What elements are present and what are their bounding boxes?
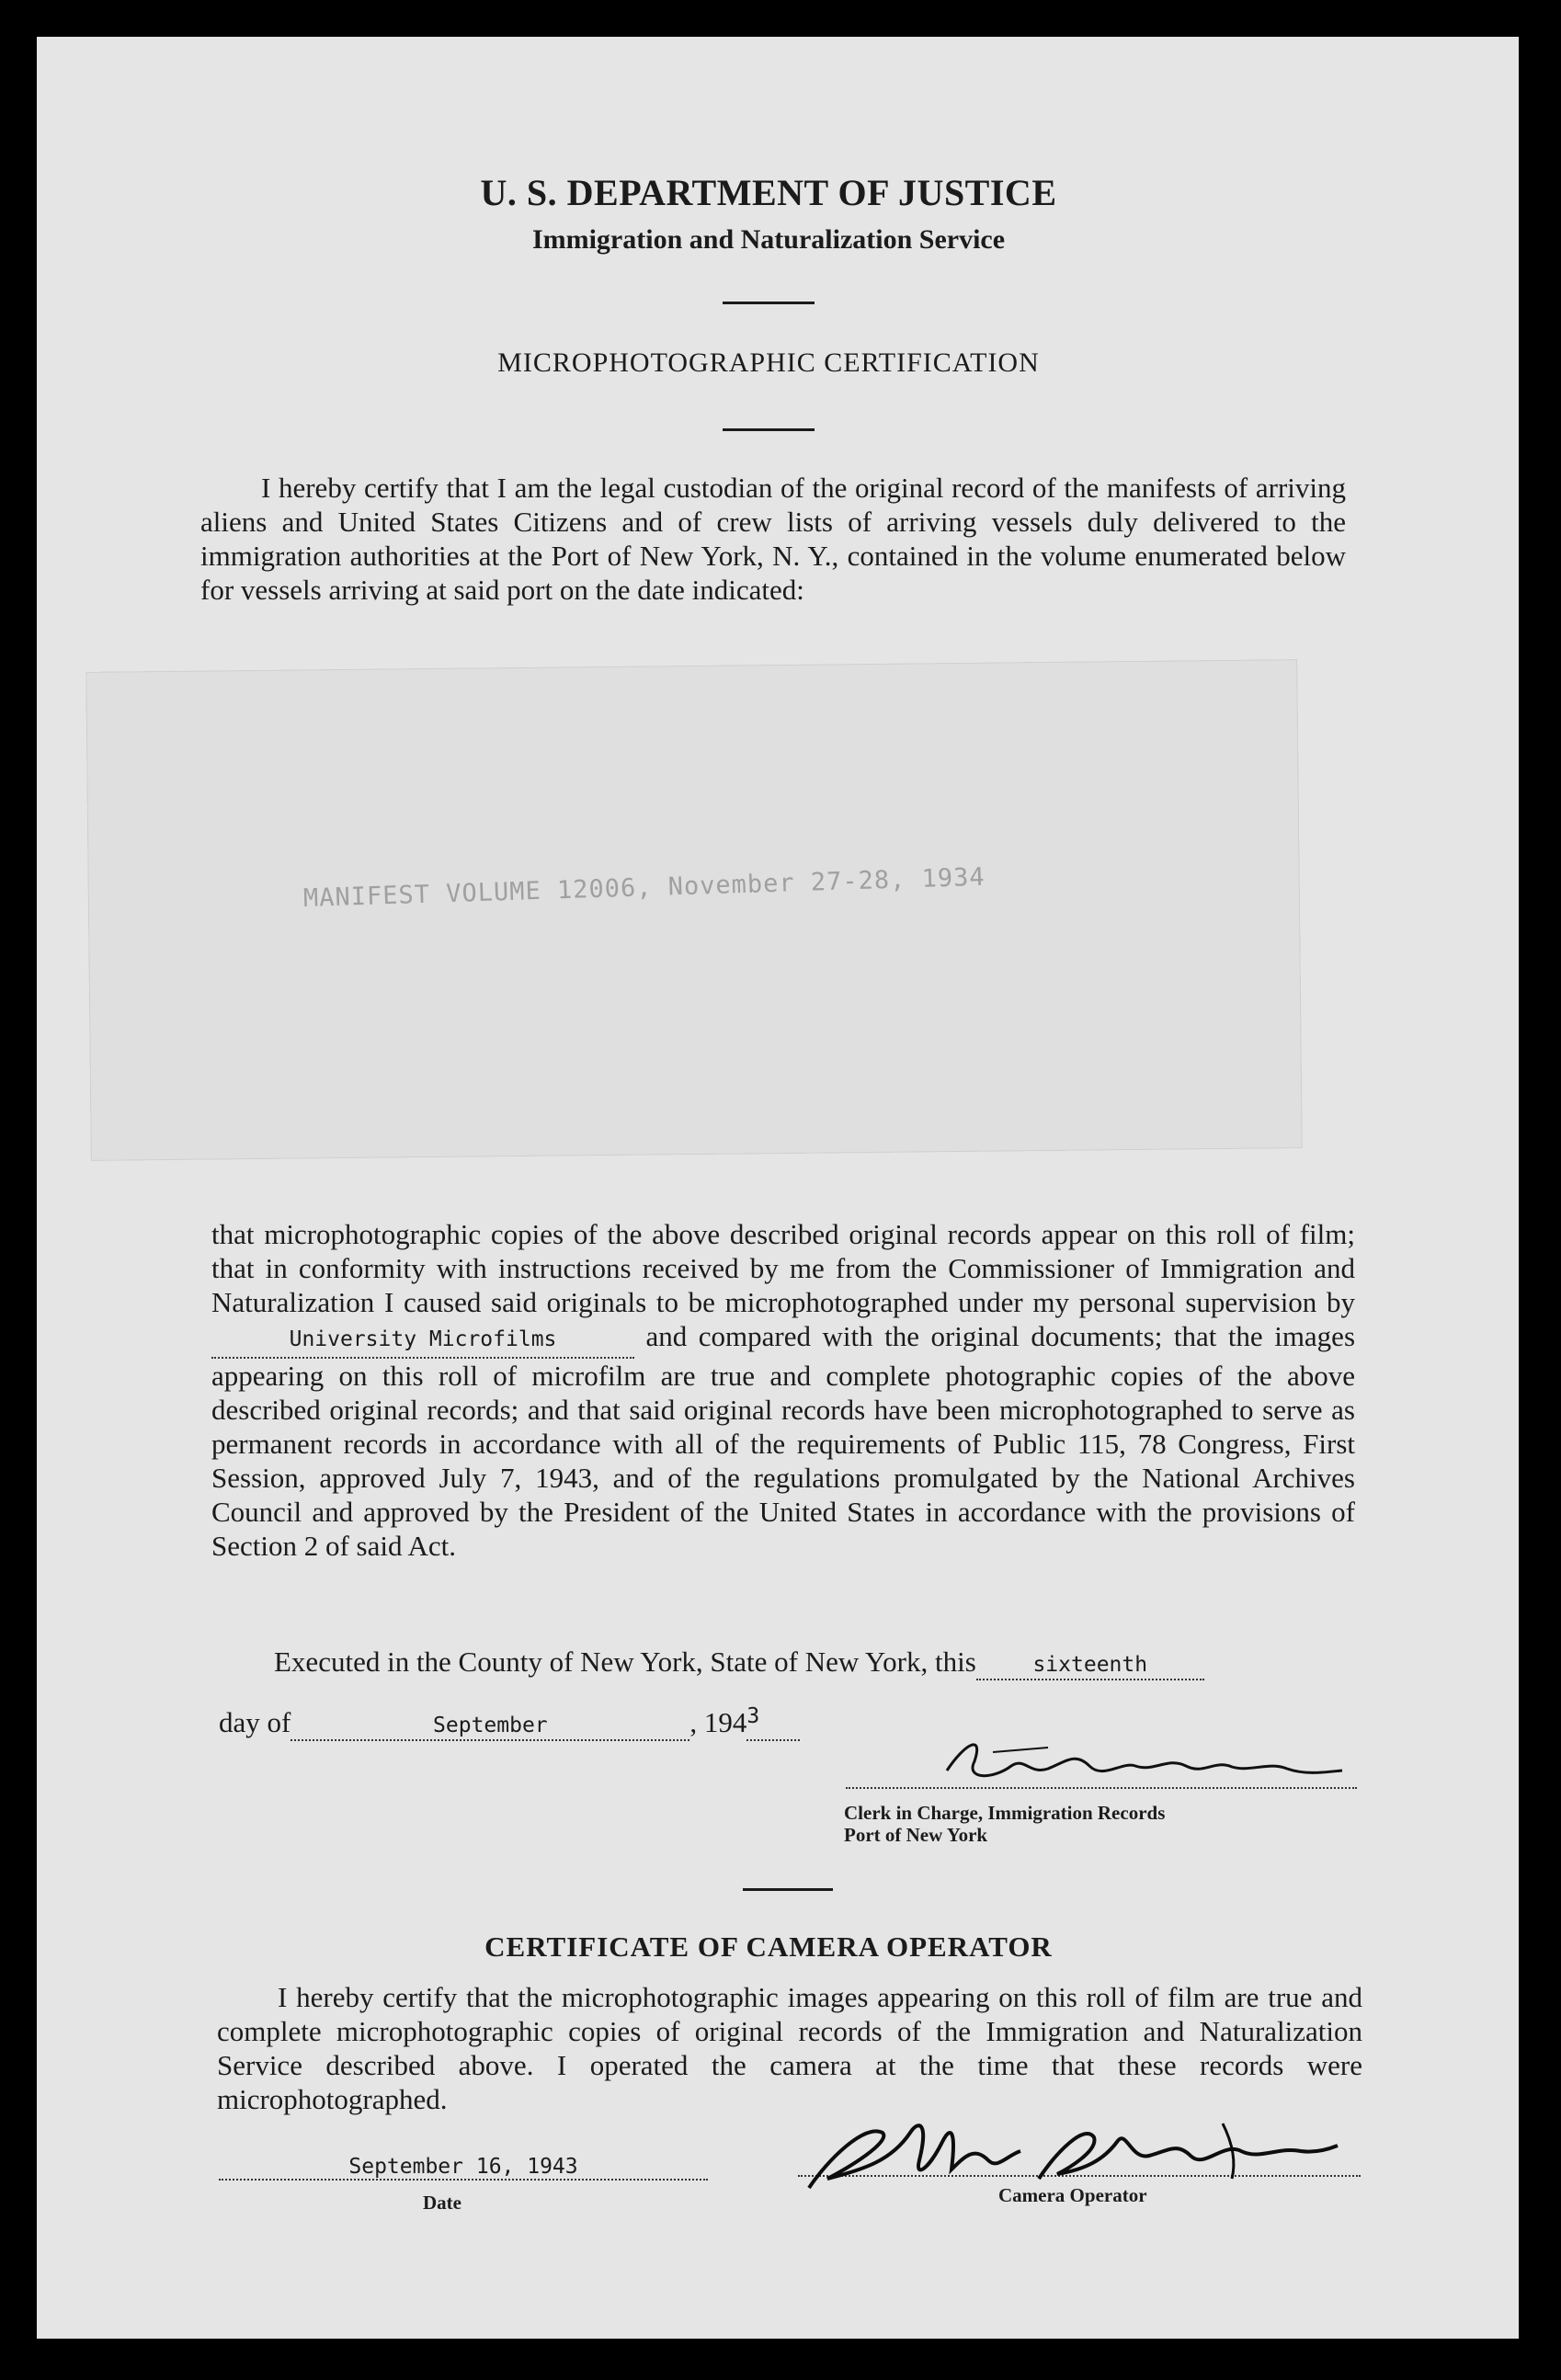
department-heading: U. S. DEPARTMENT OF JUSTICE bbox=[480, 172, 1057, 213]
certification-body bbox=[211, 1217, 1355, 1563]
month-field bbox=[291, 1706, 689, 1741]
day-value: sixteenth bbox=[1032, 1653, 1148, 1677]
clerk-title-line2: Port of New York bbox=[844, 1824, 988, 1846]
day-of-label: day of bbox=[219, 1706, 291, 1738]
certification-title: MICROPHOTOGRAPHIC CERTIFICATION bbox=[497, 347, 1040, 378]
camera-operator-label: Camera Operator bbox=[998, 2184, 1147, 2206]
camera-operator-paragraph: I hereby certify that the microphotographic images appearing on this roll of film are true and complete microphotographic copies of original records of the Immigration and Naturalization Service described above. I operated the camera at the time that these records were microphotographed. bbox=[217, 1981, 1362, 2115]
divider bbox=[743, 1888, 833, 1891]
camera-date-field bbox=[219, 2155, 708, 2181]
month-value: September bbox=[433, 1714, 548, 1737]
camera-operator-heading: CERTIFICATE OF CAMERA OPERATOR bbox=[484, 1930, 1053, 1963]
year-prefix: , 194 bbox=[689, 1706, 747, 1738]
day-field bbox=[976, 1646, 1204, 1680]
clerk-signature bbox=[938, 1725, 1351, 1798]
intro-paragraph: I hereby certify that I am the legal custodian of the original record of the manifests of arriving aliens and United States Citizens and of crew lists of arriving vessels duly delivered to the immigration authorities at the Port of New York, N. Y., contained in the volume enumerated below for vessels arriving at said port on the date indicated: bbox=[200, 472, 1346, 606]
executed-text: Executed in the County of New York, State of New York, this bbox=[274, 1646, 976, 1678]
clerk-title-line1: Clerk in Charge, Immigration Records bbox=[844, 1802, 1166, 1824]
date-line bbox=[219, 1706, 800, 1741]
clerk-title bbox=[844, 1802, 1165, 1846]
manifest-volume-slip bbox=[85, 659, 1302, 1161]
body-text-part1: that microphotographic copies of the above described original records appear on this roll of film; that in conformity with instructions received by me from the Commissioner of Immigration and Naturalization I caused said originals to be microphotographed under my personal supervision by bbox=[211, 1218, 1355, 1318]
year-field bbox=[746, 1706, 800, 1741]
service-subheading: Immigration and Naturalization Service bbox=[531, 224, 1006, 255]
executed-line bbox=[274, 1646, 1359, 1680]
camera-date-value: September 16, 1943 bbox=[348, 2155, 578, 2179]
camera-date-label: Date bbox=[423, 2192, 461, 2214]
supervisor-value: University Microfilms bbox=[289, 1327, 557, 1351]
manifest-volume-label: MANIFEST VOLUME 12006, November 27-28, 1934 bbox=[302, 862, 986, 913]
supervisor-field bbox=[211, 1319, 634, 1359]
divider bbox=[723, 302, 815, 304]
body-text-part2: and compared with the original documents; that the images appearing on this roll of microfilm are true and complete photographic copies of the above described original records; and that said original records have been microphotographed to serve as permanent records in accordance with all of the requirements of Public 115, 78 Congress, First Session, approved July 7, 1943, and of the regulations promulgated by the National Archives Council and approved by the President of the United States in accordance with the provisions of Section 2 of said Act. bbox=[211, 1320, 1356, 1562]
divider bbox=[723, 428, 815, 431]
year-digit: 3 bbox=[746, 1704, 760, 1728]
